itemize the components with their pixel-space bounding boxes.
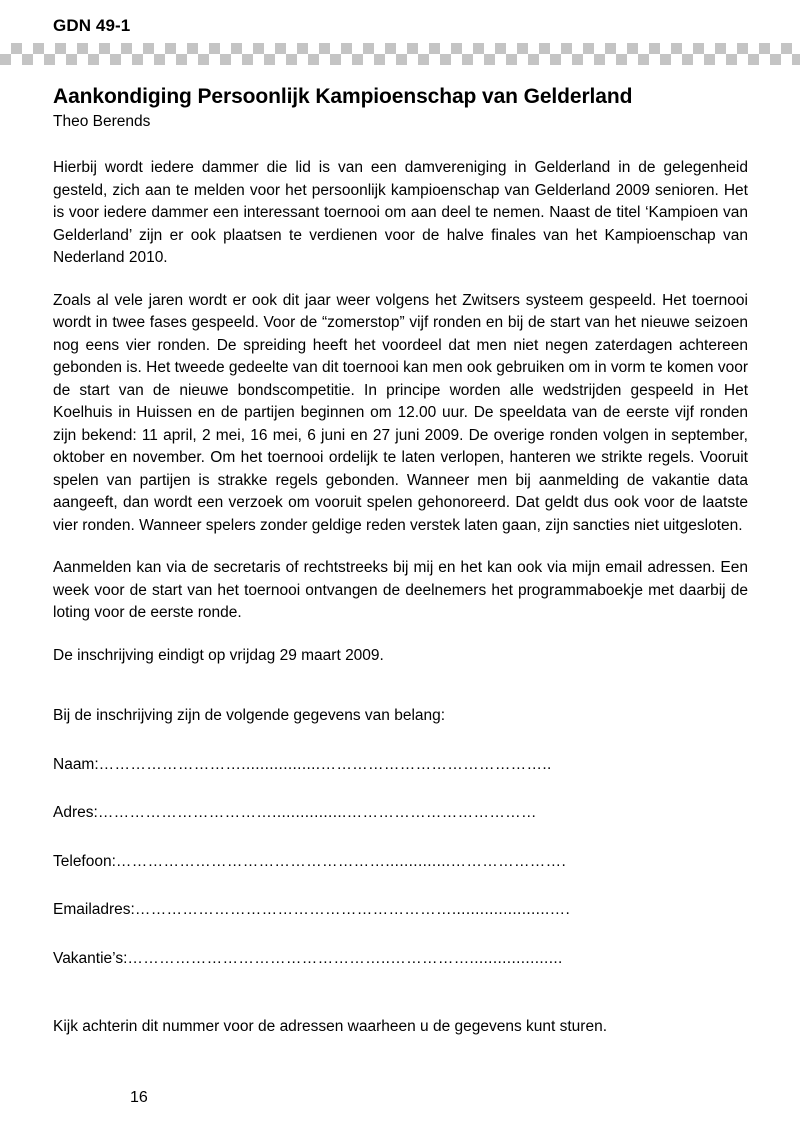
form-closing-note: Kijk achterin dit nummer voor de adressen waarheen u de gegevens kunt sturen.: [53, 1018, 608, 1035]
form-field-telefoon-label: Telefoon:: [53, 852, 116, 870]
checkered-divider: [0, 43, 800, 65]
page-number: 16: [130, 1089, 148, 1106]
registration-deadline-line: De inschrijving eindigt op vrijdag 29 maart 2009.: [53, 646, 384, 664]
form-field-adres-leader: ……………………………................………………………………: [97, 804, 537, 821]
form-field-emailadres-label: Emailadres:: [53, 901, 135, 918]
article-paragraph-1: Hierbij wordt iedere dammer die lid is van een damvereniging in Gelderland in de gelegenheid gesteld, zich aan te melden voor het persoonlijk kampioenschap van Gelderland 2009 senioren. Het is voor iedere dammer een interessant toernooi om aan deel te nemen. Naast de titel ‘Kampioen van Gelderland’ zijn er ook plaatsen te verdienen voor de halve finales van het Kampioenschap van Nederland 2010.: [53, 159, 748, 266]
form-field-vakanties-leader: …………………………………………..……………....................: [127, 949, 563, 967]
form-field-adres-label: Adres:: [53, 804, 98, 821]
form-field-emailadres: [53, 899, 748, 922]
article-byline: Theo Berends: [53, 113, 151, 130]
form-field-telefoon-leader: ……………………………………………..............………………….: [115, 852, 567, 870]
running-header-issue-label: GDN 49-1: [53, 16, 131, 35]
form-field-telefoon: [53, 851, 748, 874]
article-title: Aankondiging Persoonlijk Kampioenschap van Gelderland: [53, 85, 633, 108]
article-paragraph-3: Aanmelden kan via de secretaris of rechtstreeks bij mij en het kan ook via mijn email adressen. Een week voor de start van het toernooi ontvangen de deelnemers het programmaboekje met daarbij de loting voor de eerste ronde.: [53, 559, 748, 621]
article-paragraph-2: Zoals al vele jaren wordt er ook dit jaar weer volgens het Zwitsers systeem gespeeld. Het toernooi wordt in twee fases gespeeld. Voor de “zomerstop” vijf ronden en bij de start van het nieuwe seizoen nog eens vier ronden. De spreiding heeft het voordeel dat men niet negen zaterdagen achtereen gebonden is. Het tweede gedeelte van dit toernooi kan men ook gebruiken om in vorm te komen voor de start van de nieuwe bondscompetitie. In principe worden alle wedstrijden gespeeld in Het Koelhuis in Huissen en de partijen beginnen om 12.00 uur. De speeldata van de eerste vijf ronden zijn bekend: 11 april, 2 mei, 16 mei, 6 juni en 27 juni 2009. De overige ronden volgen in september, oktober en november. Om het toernooi ordelijk te laten verlopen, hanteren we strikte regels. Vooruit spelen van partijen is strakke regels gebonden. Wanneer men bij aanmelding de vakantie data aangeeft, dan wordt een verzoek om vooruit spelen gehonoreerd. Dat geldt dus ook voor de laatste vier ronden. Wanneer spelers zonder geldige reden verstek laten gaan, zijn sancties niet uitgesloten.: [53, 291, 748, 534]
registration-form-block: [53, 705, 748, 1039]
form-intro-text: Bij de inschrijving zijn de volgende gegevens van belang:: [53, 707, 446, 724]
form-field-adres: [53, 802, 748, 825]
form-field-naam-leader: ……………………….................……………………………………..: [98, 755, 552, 773]
form-field-naam-label: Naam:: [53, 755, 99, 773]
form-field-emailadres-leader: …………………………………………………….....................….: [134, 901, 571, 918]
form-field-vakanties: [53, 948, 748, 971]
form-field-naam: [53, 754, 748, 777]
article-content: [53, 84, 748, 1054]
form-field-vakanties-label: Vakantie’s:: [53, 949, 128, 967]
